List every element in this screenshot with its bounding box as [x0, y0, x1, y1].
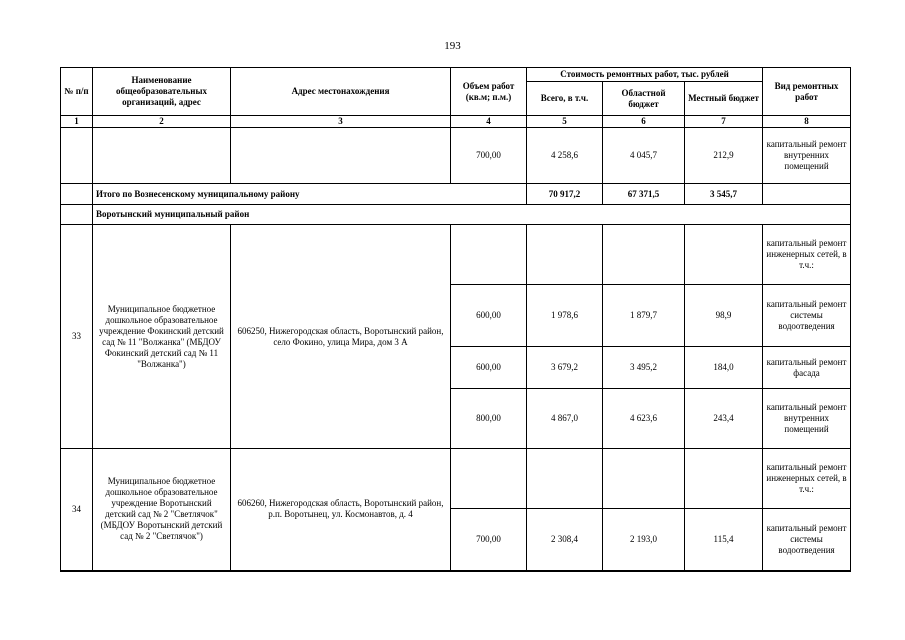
district-total-label: Итого по Вознесенскому муниципальному району [93, 184, 527, 205]
repair-table [60, 67, 851, 572]
volume-cell: 800,00 [451, 389, 527, 449]
regional-cell: 67 371,5 [603, 184, 685, 205]
regional-cell: 2 193,0 [603, 509, 685, 571]
organization-name: Муниципальное бюджетное дошкольное образовательное учреждение Фокинский детский сад № 11 "Волжанка" (МБДОУ Фокинский детский сад № 11 "Волжанка") [93, 225, 231, 449]
organization-address: 606250, Нижегородская область, Воротынский район, село Фокино, улица Мира, дом 3 А [231, 225, 451, 449]
regional-cell [603, 225, 685, 285]
work-type-cell: капитальный ремонт внутренних помещений [763, 128, 851, 184]
local-cell: 115,4 [685, 509, 763, 571]
total-cell: 70 917,2 [527, 184, 603, 205]
volume-cell [451, 225, 527, 285]
total-cell: 1 978,6 [527, 285, 603, 347]
local-cell: 98,9 [685, 285, 763, 347]
col-number: 7 [685, 116, 763, 128]
volume-cell: 700,00 [451, 509, 527, 571]
work-type-cell: капитальный ремонт фасада [763, 347, 851, 389]
col-number: 3 [231, 116, 451, 128]
col-number: 2 [93, 116, 231, 128]
volume-cell: 600,00 [451, 285, 527, 347]
organization-name: Муниципальное бюджетное дошкольное образовательное учреждение Воротынский детский сад № 2 "Светлячок" (МБДОУ Воротынский детский сад № 2 "Светлячок") [93, 449, 231, 571]
regional-cell [603, 449, 685, 509]
total-cell: 4 867,0 [527, 389, 603, 449]
header-work-type: Вид ремонтных работ [763, 68, 851, 116]
col-number: 1 [61, 116, 93, 128]
organization-address: 606260, Нижегородская область, Воротынский район, р.п. Воротынец, ул. Космонавтов, д. 4 [231, 449, 451, 571]
header-address: Адрес местонахождения [231, 68, 451, 116]
volume-cell: 600,00 [451, 347, 527, 389]
district-title-row [61, 205, 851, 225]
table-row [61, 128, 851, 184]
header-num: № п/п [61, 68, 93, 116]
header-name: Наименование общеобразовательных организаций, адрес [93, 68, 231, 116]
total-cell: 2 308,4 [527, 509, 603, 571]
regional-cell: 4 623,6 [603, 389, 685, 449]
total-cell: 3 679,2 [527, 347, 603, 389]
work-type-cell: капитальный ремонт системы водоотведения [763, 509, 851, 571]
header-regional: Областной бюджет [603, 82, 685, 116]
local-cell: 3 545,7 [685, 184, 763, 205]
col-number: 6 [603, 116, 685, 128]
volume-cell: 700,00 [451, 128, 527, 184]
local-cell: 243,4 [685, 389, 763, 449]
header-local: Местный бюджет [685, 82, 763, 116]
local-cell [685, 449, 763, 509]
col-number: 8 [763, 116, 851, 128]
row-number: 34 [61, 449, 93, 571]
work-type-cell: капитальный ремонт внутренних помещений [763, 389, 851, 449]
work-type-cell: капитальный ремонт инженерных сетей, в т.ч.: [763, 225, 851, 285]
local-cell: 184,0 [685, 347, 763, 389]
total-cell [527, 449, 603, 509]
col-number: 4 [451, 116, 527, 128]
regional-cell: 4 045,7 [603, 128, 685, 184]
header-volume: Объем работ (кв.м; п.м.) [451, 68, 527, 116]
work-type-cell: капитальный ремонт инженерных сетей, в т.ч.: [763, 449, 851, 509]
header-total: Всего, в т.ч. [527, 82, 603, 116]
district-title: Воротынский муниципальный район [93, 205, 851, 225]
table-row [61, 225, 851, 285]
total-cell: 4 258,6 [527, 128, 603, 184]
row-number: 33 [61, 225, 93, 449]
col-number: 5 [527, 116, 603, 128]
regional-cell: 1 879,7 [603, 285, 685, 347]
district-total-row [61, 184, 851, 205]
table-row [61, 449, 851, 509]
header-cost-group: Стоимость ремонтных работ, тыс. рублей [527, 68, 763, 82]
regional-cell: 3 495,2 [603, 347, 685, 389]
total-cell [527, 225, 603, 285]
page-number: 193 [444, 40, 461, 52]
local-cell [685, 225, 763, 285]
local-cell: 212,9 [685, 128, 763, 184]
work-type-cell: капитальный ремонт системы водоотведения [763, 285, 851, 347]
volume-cell [451, 449, 527, 509]
column-numbers-row [61, 116, 851, 128]
